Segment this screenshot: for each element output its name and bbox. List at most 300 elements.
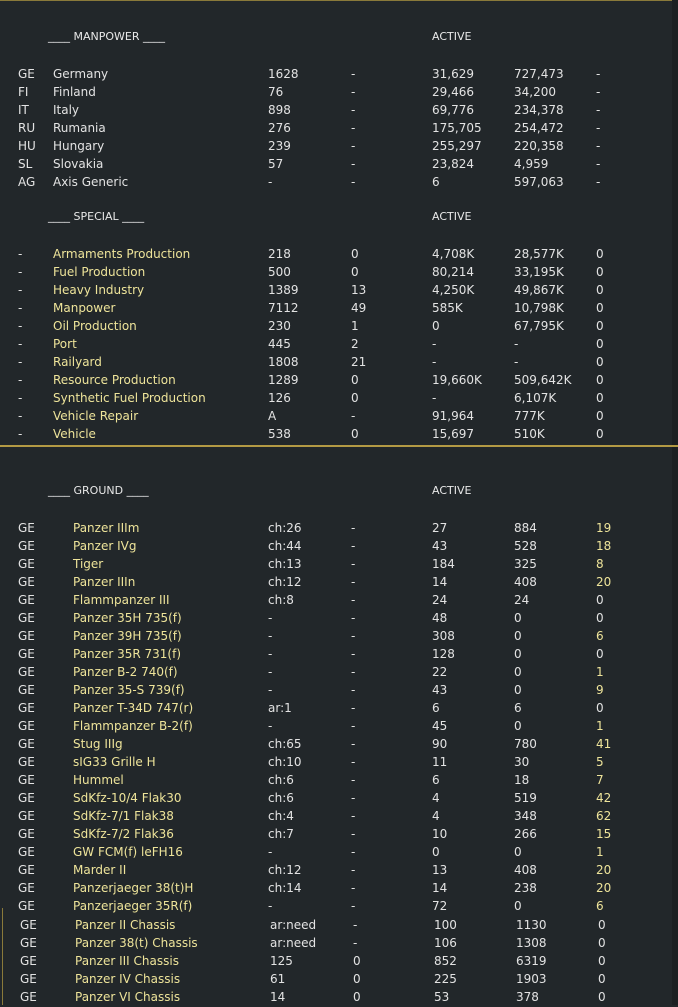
special-row[interactable] <box>0 317 672 335</box>
code-cell: GE <box>20 972 37 986</box>
count-cell: - <box>268 611 273 625</box>
name-cell: SdKfz-7/1 Flak38 <box>73 809 174 823</box>
total-cell: 28,577K <box>514 247 564 261</box>
special-row[interactable] <box>0 281 672 299</box>
code-cell: GE <box>18 67 35 81</box>
total-cell: 18 <box>514 773 530 787</box>
code-cell: GE <box>18 809 35 823</box>
code-cell: GE <box>18 521 35 535</box>
active-cell: 24 <box>432 593 448 607</box>
extra-cell: 0 <box>598 990 606 1004</box>
active-cell: 45 <box>432 719 448 733</box>
total-cell: 234,378 <box>514 103 564 117</box>
code-cell: AG <box>18 175 36 189</box>
name-cell: GW FCM(f) leFH16 <box>73 845 183 859</box>
top-scrollbar[interactable] <box>672 0 678 445</box>
build-cell: - <box>351 701 356 715</box>
total-cell: 0 <box>514 611 522 625</box>
special-row[interactable] <box>0 371 672 389</box>
code-cell: GE <box>18 845 35 859</box>
count-cell: 218 <box>268 247 291 261</box>
name-cell: Synthetic Fuel Production <box>53 391 206 405</box>
name-cell: Panzerjaeger 35R(f) <box>73 899 193 913</box>
special-header <box>0 208 672 226</box>
name-cell: Slovakia <box>53 157 104 171</box>
code-cell: GE <box>18 665 35 679</box>
name-cell: Rumania <box>53 121 106 135</box>
build-cell: - <box>351 121 356 135</box>
extra-cell: - <box>596 139 601 153</box>
build-cell: - <box>351 539 356 553</box>
name-cell: Stug IIIg <box>73 737 123 751</box>
manpower-row[interactable] <box>0 101 672 119</box>
total-cell: 49,867K <box>514 283 564 297</box>
count-cell: ch:44 <box>268 539 302 553</box>
build-cell: - <box>351 175 356 189</box>
total-cell: - <box>514 337 519 351</box>
active-cell: 6 <box>432 701 440 715</box>
code-cell: GE <box>18 557 35 571</box>
code-cell: GE <box>18 719 35 733</box>
manpower-row[interactable] <box>0 137 672 155</box>
count-cell: ch:7 <box>268 827 294 841</box>
total-cell: 528 <box>514 539 537 553</box>
extra-cell: 42 <box>596 791 612 805</box>
total-cell: 0 <box>514 683 522 697</box>
build-cell: - <box>351 791 356 805</box>
name-cell: sIG33 Grille H <box>73 755 156 769</box>
build-cell: - <box>351 683 356 697</box>
ground-row[interactable] <box>0 916 672 934</box>
code-cell: GE <box>20 918 37 932</box>
count-cell: ar:need <box>270 936 317 950</box>
total-cell: 509,642K <box>514 373 572 387</box>
total-cell: - <box>514 355 519 369</box>
count-cell: ch:6 <box>268 773 294 787</box>
total-cell: 378 <box>516 990 539 1004</box>
active-cell: 255,297 <box>432 139 482 153</box>
count-cell: ch:4 <box>268 809 294 823</box>
active-cell: - <box>432 355 437 369</box>
manpower-row[interactable] <box>0 65 672 83</box>
name-cell: Port <box>53 337 77 351</box>
name-cell: SdKfz-10/4 Flak30 <box>73 791 182 805</box>
count-cell: ar:1 <box>268 701 292 715</box>
count-cell: 126 <box>268 391 291 405</box>
total-cell: 6319 <box>516 954 547 968</box>
ground-row[interactable] <box>0 627 672 645</box>
count-cell: - <box>268 719 273 733</box>
count-cell: 239 <box>268 139 291 153</box>
active-cell: 90 <box>432 737 448 751</box>
code-cell: - <box>18 319 23 333</box>
build-cell: 0 <box>353 954 361 968</box>
name-cell: Panzer 38(t) Chassis <box>75 936 198 950</box>
extra-cell: 0 <box>596 409 604 423</box>
active-cell: 4 <box>432 791 440 805</box>
count-cell: - <box>268 899 273 913</box>
extra-cell: 0 <box>596 301 604 315</box>
name-cell: Hummel <box>73 773 124 787</box>
count-cell: ch:12 <box>268 575 302 589</box>
extra-cell: 20 <box>596 881 612 895</box>
ground-row[interactable] <box>0 573 672 591</box>
build-cell: - <box>351 647 356 661</box>
code-cell: GE <box>18 737 35 751</box>
code-cell: - <box>18 337 23 351</box>
special-row[interactable] <box>0 299 672 317</box>
ground-row[interactable] <box>0 663 672 681</box>
build-cell: - <box>351 629 356 643</box>
total-cell: 238 <box>514 881 537 895</box>
code-cell: - <box>18 301 23 315</box>
extra-cell: 6 <box>596 629 604 643</box>
name-cell: SdKfz-7/2 Flak36 <box>73 827 174 841</box>
name-cell: Panzer 39H 735(f) <box>73 629 182 643</box>
active-column-label: ACTIVE <box>432 484 472 497</box>
special-row[interactable] <box>0 245 672 263</box>
ground-row[interactable] <box>0 753 672 771</box>
build-cell: - <box>351 409 356 423</box>
build-cell: - <box>351 67 356 81</box>
total-cell: 0 <box>514 629 522 643</box>
active-cell: 184 <box>432 557 455 571</box>
code-cell: - <box>18 283 23 297</box>
name-cell: Panzer III Chassis <box>75 954 179 968</box>
ground-row[interactable] <box>0 555 672 573</box>
count-cell: 7112 <box>268 301 299 315</box>
ground-row[interactable] <box>0 771 672 789</box>
count-cell: ar:need <box>270 918 317 932</box>
ground-row[interactable] <box>0 717 672 735</box>
extra-cell: 0 <box>596 701 604 715</box>
manpower-row[interactable] <box>0 155 672 173</box>
extra-cell: 1 <box>596 665 604 679</box>
build-cell: - <box>351 575 356 589</box>
code-cell: GE <box>18 611 35 625</box>
ground-row[interactable] <box>0 591 672 609</box>
total-cell: 10,798K <box>514 301 564 315</box>
ground-row[interactable] <box>0 897 672 915</box>
active-cell: - <box>432 391 437 405</box>
build-cell: 21 <box>351 355 367 369</box>
ground-row[interactable] <box>0 934 672 952</box>
extra-cell: - <box>596 85 601 99</box>
special-row[interactable] <box>0 263 672 281</box>
extra-cell: 62 <box>596 809 612 823</box>
active-cell: 43 <box>432 539 448 553</box>
code-cell: GE <box>18 647 35 661</box>
total-cell: 30 <box>514 755 530 769</box>
build-cell: 0 <box>351 247 359 261</box>
manpower-row[interactable] <box>0 83 672 101</box>
active-column-label: ACTIVE <box>432 30 472 43</box>
build-cell: - <box>351 521 356 535</box>
count-cell: 1389 <box>268 283 299 297</box>
active-cell: 852 <box>434 954 457 968</box>
name-cell: Resource Production <box>53 373 176 387</box>
total-cell: 0 <box>514 899 522 913</box>
ground-row[interactable] <box>0 861 672 879</box>
count-cell: 125 <box>270 954 293 968</box>
active-cell: 53 <box>434 990 450 1004</box>
extra-cell: 0 <box>596 373 604 387</box>
active-cell: 13 <box>432 863 448 877</box>
code-cell: - <box>18 409 23 423</box>
ground-row[interactable] <box>0 645 672 663</box>
extra-cell: 1 <box>596 719 604 733</box>
extra-cell: 0 <box>598 972 606 986</box>
total-cell: 67,795K <box>514 319 564 333</box>
build-cell: - <box>351 881 356 895</box>
code-cell: GE <box>18 881 35 895</box>
code-cell: GE <box>18 539 35 553</box>
build-cell: - <box>351 557 356 571</box>
build-cell: 0 <box>351 391 359 405</box>
ground-row[interactable] <box>0 952 672 970</box>
code-cell: - <box>18 373 23 387</box>
special-row[interactable] <box>0 407 672 425</box>
extra-cell: 18 <box>596 539 612 553</box>
name-cell: Panzer 35H 735(f) <box>73 611 182 625</box>
count-cell: 445 <box>268 337 291 351</box>
total-cell: 0 <box>514 647 522 661</box>
total-cell: 0 <box>514 665 522 679</box>
code-cell: GE <box>18 701 35 715</box>
code-cell: GE <box>18 827 35 841</box>
code-cell: SL <box>18 157 33 171</box>
ground-row[interactable] <box>0 789 672 807</box>
count-cell: - <box>268 175 273 189</box>
count-cell: ch:12 <box>268 863 302 877</box>
code-cell: - <box>18 247 23 261</box>
build-cell: 1 <box>351 319 359 333</box>
ground-row[interactable] <box>0 519 672 537</box>
special-row[interactable] <box>0 425 672 443</box>
active-cell: 29,466 <box>432 85 474 99</box>
code-cell: - <box>18 265 23 279</box>
build-cell: 13 <box>351 283 367 297</box>
extra-cell: 0 <box>596 391 604 405</box>
ground-header <box>0 482 672 500</box>
count-cell: ch:26 <box>268 521 302 535</box>
name-cell: Oil Production <box>53 319 137 333</box>
total-cell: 325 <box>514 557 537 571</box>
count-cell: A <box>268 409 277 423</box>
ground-row[interactable] <box>0 699 672 717</box>
active-cell: 14 <box>432 881 448 895</box>
total-cell: 510K <box>514 427 545 441</box>
code-cell: GE <box>18 629 35 643</box>
extra-cell: 19 <box>596 521 612 535</box>
build-cell: - <box>351 809 356 823</box>
bottom-scrollbar[interactable] <box>672 447 678 1005</box>
name-cell: Flammpanzer B-2(f) <box>73 719 193 733</box>
build-cell: 0 <box>351 265 359 279</box>
build-cell: - <box>351 139 356 153</box>
code-cell: GE <box>20 990 37 1004</box>
build-cell: - <box>351 863 356 877</box>
active-cell: 4,708K <box>432 247 475 261</box>
count-cell: 14 <box>270 990 286 1004</box>
extra-cell: 0 <box>596 337 604 351</box>
count-cell: 57 <box>268 157 284 171</box>
total-cell: 1903 <box>516 972 547 986</box>
build-cell: 0 <box>353 972 361 986</box>
name-cell: Panzer VI Chassis <box>75 990 181 1004</box>
name-cell: Vehicle <box>53 427 96 441</box>
active-cell: 6 <box>432 175 440 189</box>
active-cell: 91,964 <box>432 409 474 423</box>
code-cell: GE <box>18 683 35 697</box>
name-cell: Vehicle Repair <box>53 409 139 423</box>
name-cell: Panzer T-34D 747(r) <box>73 701 194 715</box>
count-cell: 1808 <box>268 355 299 369</box>
active-cell: 106 <box>434 936 457 950</box>
count-cell: 538 <box>268 427 291 441</box>
build-cell: - <box>351 611 356 625</box>
count-cell: 61 <box>270 972 286 986</box>
active-cell: 6 <box>432 773 440 787</box>
total-cell: 0 <box>514 719 522 733</box>
total-cell: 727,473 <box>514 67 564 81</box>
special-row[interactable] <box>0 353 672 371</box>
ground-row[interactable] <box>0 879 672 897</box>
count-cell: 1628 <box>268 67 299 81</box>
section-title: ____ GROUND ____ <box>48 484 149 497</box>
name-cell: Panzer 35R 731(f) <box>73 647 181 661</box>
code-cell: IT <box>18 103 29 117</box>
extra-cell: 20 <box>596 863 612 877</box>
code-cell: GE <box>18 755 35 769</box>
manpower-row[interactable] <box>0 173 672 191</box>
extra-cell: - <box>596 103 601 117</box>
active-cell: 72 <box>432 899 448 913</box>
active-cell: 31,629 <box>432 67 474 81</box>
build-cell: - <box>351 719 356 733</box>
extra-cell: - <box>596 157 601 171</box>
extra-cell: 41 <box>596 737 612 751</box>
total-cell: 0 <box>514 845 522 859</box>
count-cell: - <box>268 629 273 643</box>
total-cell: 597,063 <box>514 175 564 189</box>
code-cell: RU <box>18 121 36 135</box>
code-cell: HU <box>18 139 36 153</box>
ground-row[interactable] <box>0 825 672 843</box>
section-title: ____ SPECIAL ____ <box>48 210 145 223</box>
ground-row[interactable] <box>0 735 672 753</box>
code-cell: GE <box>20 954 37 968</box>
count-cell: - <box>268 845 273 859</box>
count-cell: 230 <box>268 319 291 333</box>
count-cell: ch:8 <box>268 593 294 607</box>
total-cell: 220,358 <box>514 139 564 153</box>
build-cell: - <box>351 103 356 117</box>
extra-cell: 0 <box>596 283 604 297</box>
name-cell: Panzer IIIn <box>73 575 136 589</box>
build-cell: - <box>351 845 356 859</box>
build-cell: 49 <box>351 301 367 315</box>
extra-cell: 0 <box>598 936 606 950</box>
extra-cell: 6 <box>596 899 604 913</box>
name-cell: Panzer 35-S 739(f) <box>73 683 185 697</box>
extra-cell: 5 <box>596 755 604 769</box>
count-cell: 1289 <box>268 373 299 387</box>
total-cell: 24 <box>514 593 530 607</box>
total-cell: 6,107K <box>514 391 557 405</box>
name-cell: Panzerjaeger 38(t)H <box>73 881 194 895</box>
count-cell: ch:10 <box>268 755 302 769</box>
active-cell: 80,214 <box>432 265 474 279</box>
extra-cell: 8 <box>596 557 604 571</box>
code-cell: GE <box>18 575 35 589</box>
code-cell: - <box>18 427 23 441</box>
section-title: ____ MANPOWER ____ <box>48 30 165 43</box>
active-cell: 0 <box>432 319 440 333</box>
ground-row[interactable] <box>0 537 672 555</box>
code-cell: - <box>18 391 23 405</box>
total-cell: 6 <box>514 701 522 715</box>
name-cell: Flammpanzer III <box>73 593 170 607</box>
name-cell: Panzer IIIm <box>73 521 140 535</box>
code-cell: GE <box>20 936 37 950</box>
name-cell: Panzer B-2 740(f) <box>73 665 178 679</box>
total-cell: 519 <box>514 791 537 805</box>
build-cell: - <box>351 157 356 171</box>
code-cell: GE <box>18 791 35 805</box>
extra-cell: 0 <box>596 247 604 261</box>
build-cell: - <box>351 755 356 769</box>
extra-cell: 0 <box>598 918 606 932</box>
name-cell: Hungary <box>53 139 105 153</box>
extra-cell: 0 <box>598 954 606 968</box>
name-cell: Panzer II Chassis <box>75 918 176 932</box>
active-cell: 175,705 <box>432 121 482 135</box>
build-cell: - <box>353 918 358 932</box>
count-cell: - <box>268 683 273 697</box>
ground-row[interactable] <box>0 681 672 699</box>
extra-cell: 0 <box>596 319 604 333</box>
name-cell: Railyard <box>53 355 102 369</box>
active-cell: 225 <box>434 972 457 986</box>
code-cell: - <box>18 355 23 369</box>
code-cell: GE <box>18 593 35 607</box>
count-cell: 898 <box>268 103 291 117</box>
extra-cell: 0 <box>596 265 604 279</box>
extra-cell: 9 <box>596 683 604 697</box>
total-cell: 1308 <box>516 936 547 950</box>
active-cell: 48 <box>432 611 448 625</box>
ground-row[interactable] <box>0 988 672 1006</box>
build-cell: - <box>351 85 356 99</box>
ground-row[interactable] <box>0 970 672 988</box>
extra-cell: - <box>596 175 601 189</box>
special-row[interactable] <box>0 389 672 407</box>
active-cell: 23,824 <box>432 157 474 171</box>
ground-row[interactable] <box>0 807 672 825</box>
name-cell: Panzer IVg <box>73 539 137 553</box>
code-cell: GE <box>18 773 35 787</box>
ground-row[interactable] <box>0 609 672 627</box>
extra-cell: 20 <box>596 575 612 589</box>
total-cell: 4,959 <box>514 157 549 171</box>
name-cell: Marder II <box>73 863 127 877</box>
ground-row[interactable] <box>0 843 672 861</box>
manpower-row[interactable] <box>0 119 672 137</box>
special-row[interactable] <box>0 335 672 353</box>
count-cell: ch:6 <box>268 791 294 805</box>
name-cell: Armaments Production <box>53 247 191 261</box>
